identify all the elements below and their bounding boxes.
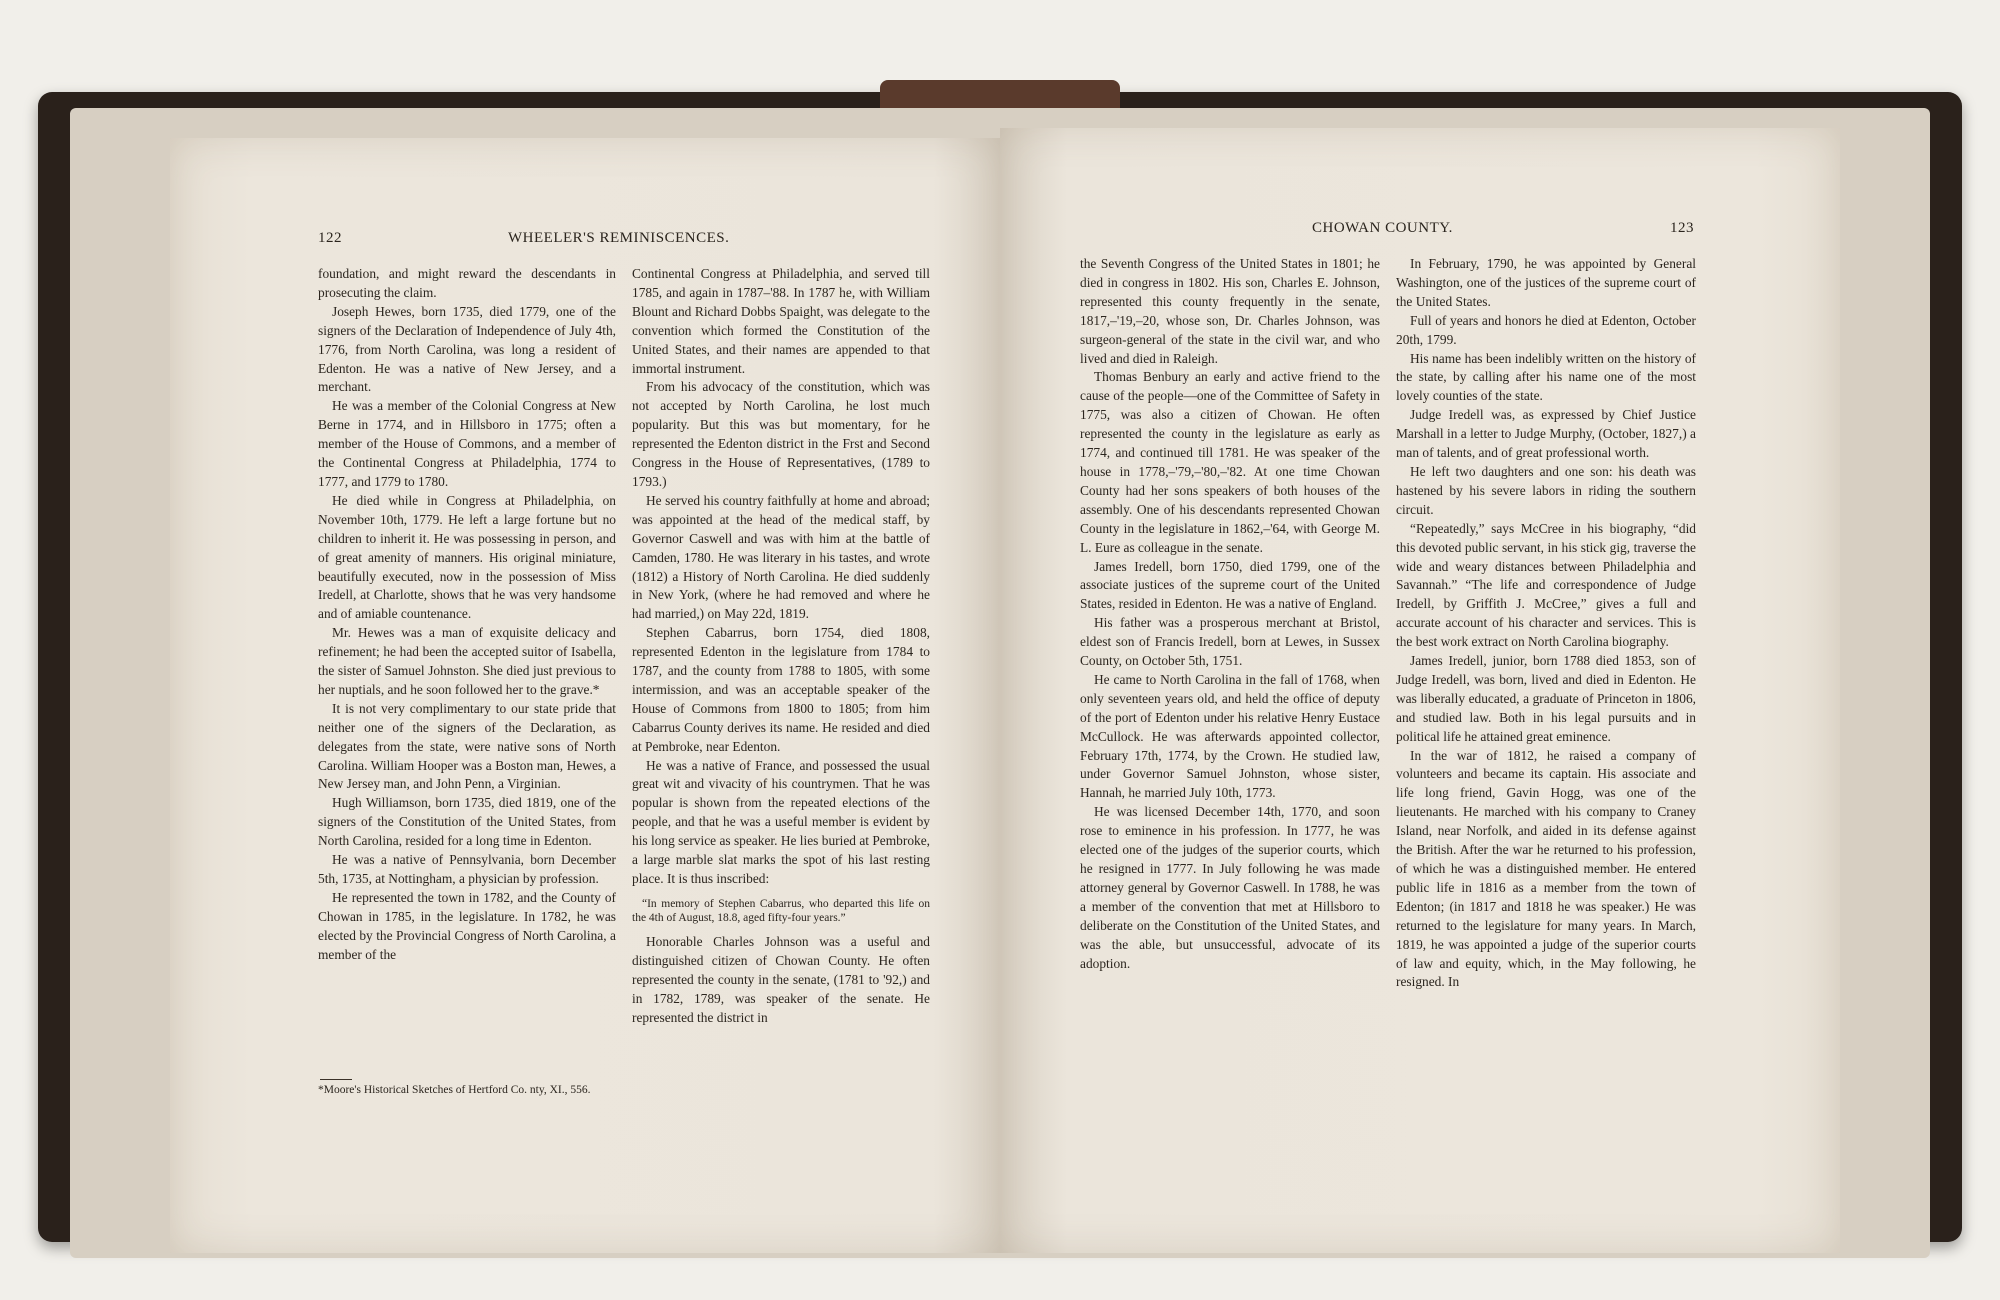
paragraph: He was a member of the Colonial Congress at New Berne in 1774, and in Hillsboro in 1775; often a member of the House of Commons, and a member of the Continental Congress at Philadelphia, 1774 to 1777, and 1779 to 1780.: [318, 398, 616, 489]
right-page-number: 123: [1670, 220, 1694, 236]
paragraph: He left two daughters and one son: his death was hastened by his severe labors in riding the southern circuit.: [1396, 463, 1696, 517]
paragraph: Continental Congress at Philadelphia, and served till 1785, and again in 1787–'88. In 1787 he, with William Blount and Richard Dobbs Spaight, was delegate to the convention which formed the Constitution of the United States, and their names are appended to that immortal instrument.: [632, 266, 930, 376]
footnote: *Moore's Historical Sketches of Hertford Co. nty, XI., 556.: [318, 1084, 591, 1096]
paragraph: He served his country faithfully at home and abroad; was appointed at the head of the medical staff, by Governor Caswell and was with him at the battle of Camden, 1780. He was literary in his tastes, and wrote (1812) a History of North Carolina. He died suddenly in New York, (where he had removed and where he had married,) on May 22d, 1819.: [632, 492, 930, 622]
paragraph: Full of years and honors he died at Edenton, October 20th, 1799.: [1396, 312, 1696, 347]
paragraph: In the war of 1812, he raised a company of volunteers and became its captain. His associate and life long friend, Gavin Hogg, was one of the lieutenants. He marched with his company to Craney Island, near Norfolk, and aided in its defense against the British. After the war he returned to his profession, of which he was a distinguished member. He entered public life in 1816 as a member from the town of Edenton; (in 1817 and 1818 he was speaker.) He was returned to the legislature for many years. In March, 1819, he was appointed a judge of the superior courts of law and equity, which, in the May following, he resigned. In: [1396, 747, 1696, 990]
paragraph: Mr. Hewes was a man of exquisite delicacy and refinement; he had been the accepted suitor of Isabella, the sister of Samuel Johnston. She died just previous to her nuptials, and he soon followed her to the grave.*: [318, 625, 616, 697]
paragraph: Stephen Cabarrus, born 1754, died 1808, represented Edenton in the legislature from 1784 to 1787, and the county from 1788 to 1805, with some intermission, and was an acceptable speaker of the House of Commons from 1800 to 1805; from him Cabarrus County derives its name. He resided and died at Pembroke, near Edenton.: [632, 625, 930, 754]
paragraph: James Iredell, junior, born 1788 died 1853, son of Judge Iredell, was born, lived and died in Edenton. He was liberally educated, a graduate of Princeton in 1806, and studied law. Both in his legal pursuits and in political life he attained great eminence.: [1396, 653, 1696, 744]
paragraph: the Seventh Congress of the United States in 1801; he died in congress in 1802. His son, Charles E. Johnson, represented this county frequently in the senate, 1817,–'19,–20, whose son, Dr. Charles Johnson, was surgeon-general of the state in the civil war, and who lived and died in Raleigh.: [1080, 256, 1380, 366]
paragraph: In February, 1790, he was appointed by General Washington, one of the justices of the supreme court of the United States.: [1396, 256, 1696, 309]
paragraph: “Repeatedly,” says McCree in his biography, “did this devoted public servant, in his stick gig, traverse the wide and weary distances between Philadelphia and Savannah.” “The life and correspondence of Judge Iredell, by Griffith J. McCree,” gives a full and accurate account of his character and services. This is the best work extract on North Carolina biography.: [1396, 520, 1696, 650]
left-column-1: [318, 265, 616, 965]
left-running-head: WHEELER'S REMINISCENCES.: [508, 230, 730, 246]
left-column-2: [632, 265, 930, 1027]
paragraph: Joseph Hewes, born 1735, died 1779, one of the signers of the Declaration of Independence of July 4th, 1776, from North Carolina, was long a resident of Edenton. He was a native of New Jersey, and a merchant.: [318, 303, 616, 395]
paragraph: Thomas Benbury an early and active friend to the cause of the people—one of the Committee of Safety in 1775, was also a citizen of Chowan. He often represented the county in the legislature as early as 1774, and continued till 1781. He was speaker of the house in 1778,–'79,–'80,–'82. At one time Chowan County had her sons speakers of both houses of the assembly. One of his descendants represented Chowan County in the legislature in 1862,–'64, with George M. L. Eure as colleague in the senate.: [1080, 369, 1380, 555]
left-page: [170, 138, 1000, 1253]
right-running-head: CHOWAN COUNTY.: [1312, 220, 1453, 236]
paragraph: foundation, and might reward the descendants in prosecuting the claim.: [318, 266, 616, 300]
inscription-quote: “In memory of Stephen Cabarrus, who departed this life on the 4th of August, 18.8, aged fifty-four years.”: [632, 897, 930, 924]
paragraph: It is not very complimentary to our state pride that neither one of the signers of the Declaration, as delegates from the state, were native sons of North Carolina. William Hooper was a Boston man, Hewes, a New Jersey man, and John Penn, a Virginian.: [318, 700, 616, 792]
paragraph: His name has been indelibly written on the history of the state, by calling after his name one of the most lovely counties of the state.: [1396, 350, 1696, 404]
paragraph: Hugh Williamson, born 1735, died 1819, one of the signers of the Constitution of the United States, from North Carolina, resided for a long time in Edenton.: [318, 795, 616, 849]
paragraph: Honorable Charles Johnson was a useful and distinguished citizen of Chowan County. He often represented the county in the senate, (1781 to '92,) and in 1782, 1789, was speaker of the senate. He represented the district in: [632, 933, 930, 1025]
left-page-number: 122: [318, 230, 342, 246]
paragraph: He represented the town in 1782, and the County of Chowan in 1785, in the legislature. In 1782, he was elected by the Provincial Congress of North Carolina, a member of the: [318, 889, 616, 962]
footnote-rule: [320, 1079, 352, 1080]
right-column-2: [1396, 255, 1696, 992]
right-page: [1000, 128, 1840, 1253]
paragraph: He came to North Carolina in the fall of 1768, when only seventeen years old, and held the office of deputy of the port of Edenton under his relative Henry Eustace McCullock. He was afterwards appointed collector, February 17th, 1774, by the Crown. He studied law, under Governor Samuel Johnston, whose sister, Hannah, he married July 10th, 1773.: [1080, 671, 1380, 801]
paragraph: He was licensed December 14th, 1770, and soon rose to eminence in his profession. In 1777, he was elected one of the judges of the superior courts, which he resigned in 1777. In July following he was made attorney general by Governor Caswell. In 1788, he was a member of the convention that met at Hillsboro to deliberate on the Constitution of the United States, and was the able, but unsuccessful, advocate of its adoption.: [1080, 804, 1380, 971]
paragraph: He died while in Congress at Philadelphia, on November 10th, 1779. He left a large fortune but no children to inherit it. He was possessing in person, and of great amenity of manners. His original miniature, beautifully executed, now in the possession of Miss Iredell, at Charlotte, shows that he was very handsome and of amiable countenance.: [318, 492, 616, 622]
paragraph: He was a native of Pennsylvania, born December 5th, 1735, at Nottingham, a physician by profession.: [318, 852, 616, 886]
paragraph: His father was a prosperous merchant at Bristol, eldest son of Francis Iredell, born at Lewes, in Sussex County, on October 5th, 1751.: [1080, 615, 1380, 669]
right-column-1: [1080, 255, 1380, 973]
paragraph: From his advocacy of the constitution, which was not accepted by North Carolina, he lost much popularity. But this was but momentary, for he represented the Edenton district in the Frst and Second Congress in the House of Representatives, (1789 to 1793.): [632, 379, 930, 489]
paragraph: He was a native of France, and possessed the usual great wit and vivacity of his countrymen. That he was popular is shown from the repeated elections of the people, and that he was a useful member is evident by his long service as speaker. He lies buried at Pembroke, a large marble slat marks the spot of his last resting place. It is thus inscribed:: [632, 757, 930, 886]
paragraph: James Iredell, born 1750, died 1799, one of the associate justices of the supreme court of the United States, resided in Edenton. He was a native of England.: [1080, 558, 1380, 612]
paragraph: Judge Iredell was, as expressed by Chief Justice Marshall in a letter to Judge Murphy, (October, 1827,) a man of talents, and of great professional worth.: [1396, 407, 1696, 461]
